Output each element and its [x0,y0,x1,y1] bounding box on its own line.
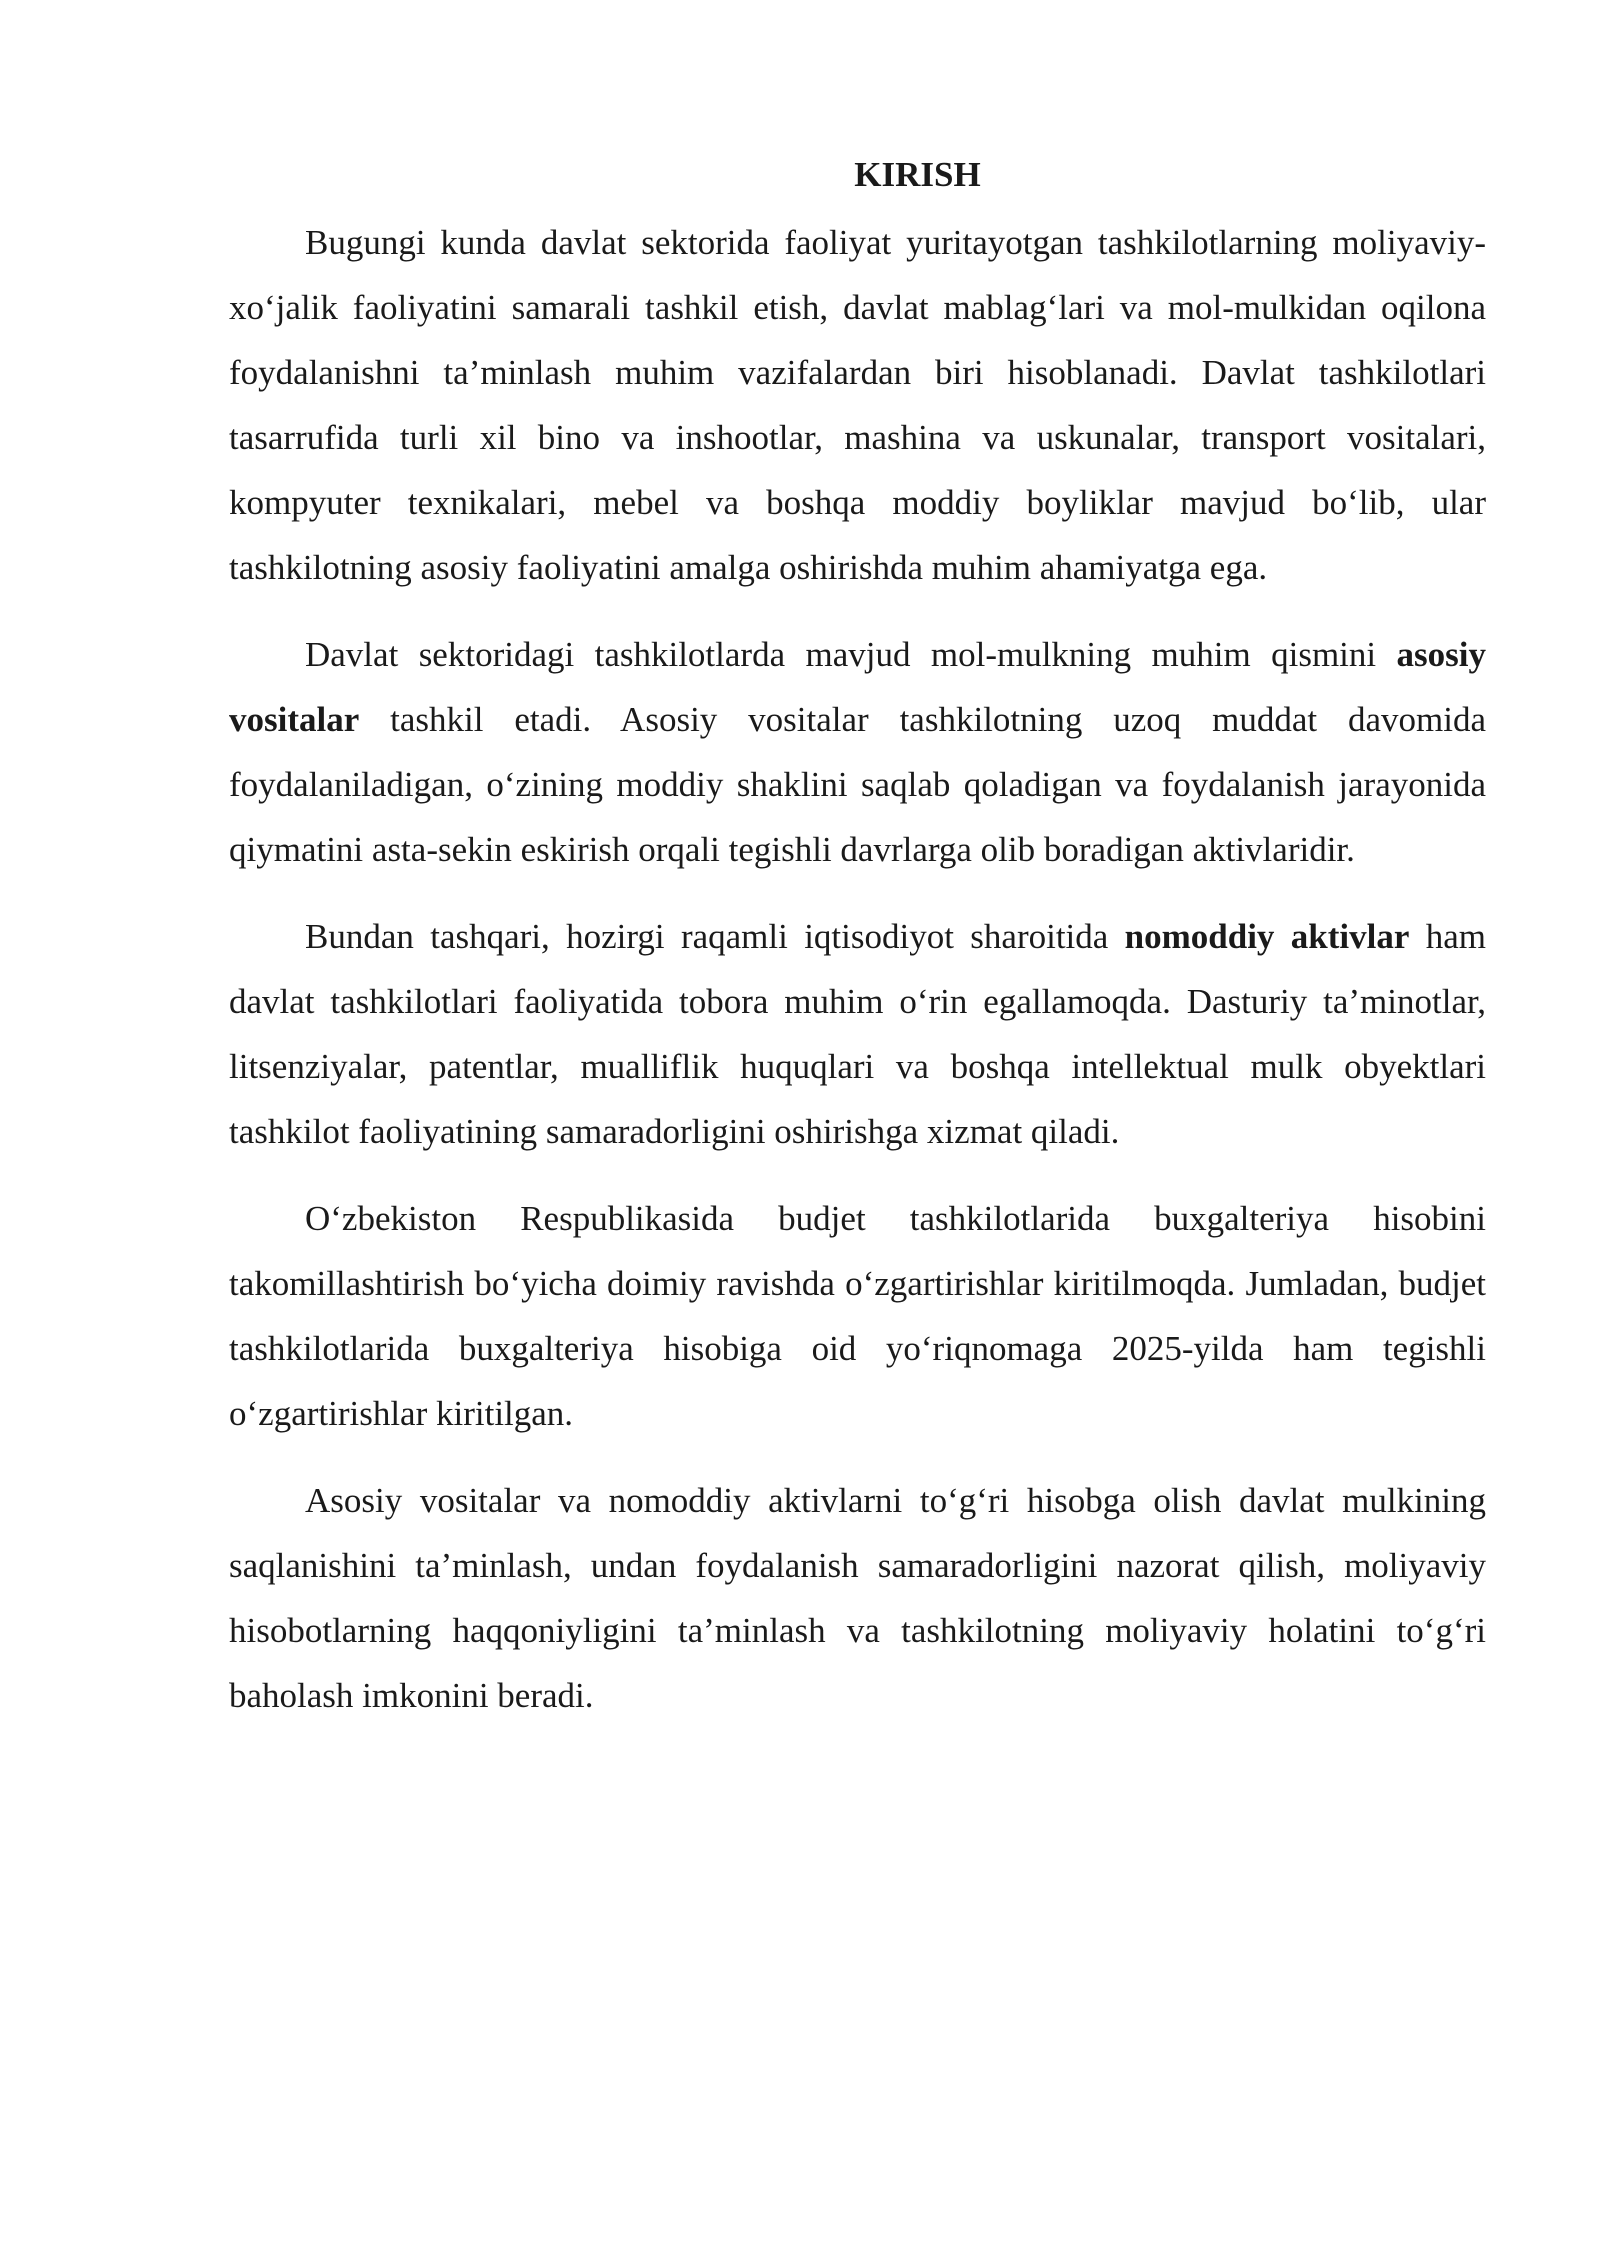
paragraph-3-text-end: ham davlat tashkilotlari faoliyatida tobora muhim o‘rin egallamoqda. Dasturiy ta’minotlar, litsenziyalar, patentlar, mualliflik huquqlari va boshqa intellektual mulk obyektlari tashkilot faoliyatining samaradorligini oshirishga xizmat qiladi. [229,917,1486,1151]
paragraph-3-bold-term: nomoddiy aktivlar [1124,917,1410,956]
paragraph-3 [229,904,1486,1164]
paragraph-4: O‘zbekiston Respublikasida budjet tashkilotlarida buxgalteriya hisobini takomillashtirish bo‘yicha doimiy ravishda o‘zgartirishlar kiritilmoqda. Jumladan, budjet tashkilotlarida buxgalteriya hisobiga oid yo‘riqnomaga 2025-yilda ham tegishli o‘zgartirishlar kiritilgan. [229,1199,1486,1433]
paragraph-2-text-end: tashkil etadi. Asosiy vositalar tashkilotning uzoq muddat davomida foydalaniladigan, o‘zining moddiy shaklini saqlab qoladigan va foydalanish jarayonida qiymatini asta-sekin eskirish orqali tegishli davrlarga olib boradigan aktivlaridir. [229,700,1486,869]
paragraph-5: Asosiy vositalar va nomoddiy aktivlarni to‘g‘ri hisobga olish davlat mulkining saqlanishini ta’minlash, undan foydalanish samaradorligini nazorat qilish, moliyaviy hisobotlarning haqqoniyligini ta’minlash va tashkilotning moliyaviy holatini to‘g‘ri baholash imkonini beradi. [229,1481,1486,1715]
paragraph-3-text-start: Bundan tashqari, hozirgi raqamli iqtisodiyot sharoitida [305,917,1125,956]
paragraph-2-text-start: Davlat sektoridagi tashkilotlarda mavjud mol-mulkning muhim qismini [305,635,1397,674]
paragraph-1: Bugungi kunda davlat sektorida faoliyat yuritayotgan tashkilotlarning moliyaviy-xo‘jalik faoliyatini samarali tashkil etish, davlat mablag‘lari va mol-mulkidan oqilona foydalanishni ta’minlash muhim vazifalardan biri hisoblanadi. Davlat tashkilotlari tasarrufida turli xil bino va inshootlar, mashina va uskunalar, transport vositalari, kompyuter texnikalari, mebel va boshqa moddiy boyliklar mavjud bo‘lib, ular tashkilotning asosiy faoliyatini amalga oshirishda muhim ahamiyatga ega. [229,223,1486,587]
paragraph-2-bold-term: asosiy vositalar [229,635,1486,739]
page-title: KIRISH [854,155,981,194]
document-body [229,150,1486,1750]
paragraph-2 [229,622,1486,882]
